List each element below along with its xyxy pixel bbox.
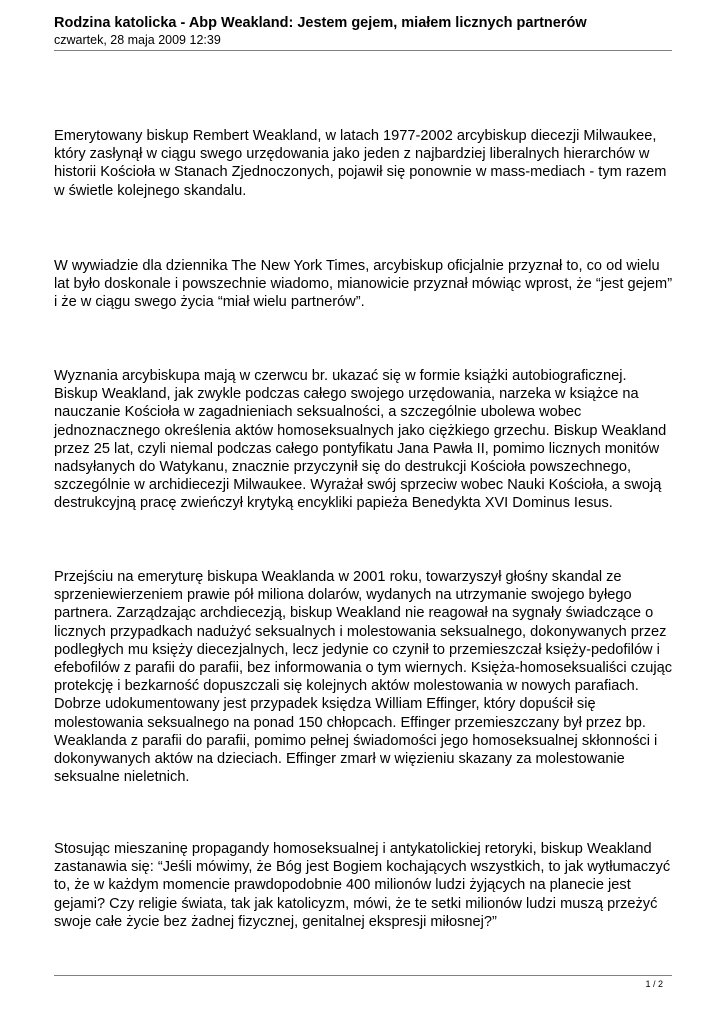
article-date: czwartek, 28 maja 2009 12:39	[54, 33, 221, 47]
document-header	[54, 14, 674, 48]
footer-divider	[54, 975, 672, 976]
header-divider	[54, 50, 672, 51]
page-number: 1 / 2	[645, 979, 663, 989]
paragraph-4: Przejściu na emeryturę biskupa Weaklanda w 2001 roku, towarzyszył głośny skandal ze sprzeniewierzeniem prawie pół miliona dolarów, wydanych na utrzymanie swojego byłego partnera. Zarządzając archdiecezją, biskup Weakland nie reagował na sygnały świadczące o licznych przypadkach nadużyć seksualnych i molestowania seksualnego, dokonywanych przez podległych mu księży diecezjalnych, lecz jedynie co czynił to przemieszczał księży-pedofilów i efebofilów z parafii do parafii, bez informowania o tym wiernych. Księża-homoseksualiści czując protekcję i bezkarność dopuszczali się kolejnych aktów molestowania w nowych parafiach. Dobrze udokumentowany jest przypadek księdza William Effinger, który dopuścił się molestowania seksualnego na ponad 150 chłopcach. Effinger przemieszczany był przez bp. Weaklanda z parafii do parafii, pomimo pełnej świadomości jego homoseksualnej skłonności i dokonywanych aktów na dzieciach. Effinger zmarł w więzieniu skazany za molestowanie seksualne nieletnich.	[54, 569, 673, 786]
paragraph-1: Emerytowany biskup Rembert Weakland, w latach 1977-2002 arcybiskup diecezji Milwaukee, który zasłynął w ciągu swego urzędowania jako jeden z najbardziej liberalnych hierarchów w historii Kościoła w Stanach Zjednoczonych, pojawił się ponownie w mass-mediach - tym razem w świetle kolejnego skandalu.	[54, 128, 667, 199]
article-title: Rodzina katolicka - Abp Weakland: Jestem gejem, miałem licznych partnerów	[54, 15, 587, 31]
paragraph-3: Wyznania arcybiskupa mają w czerwcu br. ukazać się w formie książki autobiograficznej. Biskup Weakland, jak zwykle podczas całego swojego urzędowania, narzeka w książce na nauczanie Kościoła w zagadnieniach seksualności, a szczególnie ubolewa wobec jednoznacznego określenia aktów homoseksualnych jako ciężkiego grzechu. Biskup Weakland przez 25 lat, czyli niemal podczas całego pontyfikatu Jana Pawła II, pomimo licznych monitów nadsyłanych do Watykanu, znacznie przyczynił się do destrukcji Kościoła powszechnego, szczególnie w archidiecezji Milwaukee. Wyrażał swój sprzeciw wobec Nauki Kościoła, a swoją destrukcyjną pracę zwieńczył krytyką encykliki papieża Benedykta XVI Dominus Iesus.	[54, 368, 667, 512]
paragraph-5: Stosując mieszaninę propagandy homoseksualnej i antykatolickiej retoryki, biskup Weakland zastanawia się: “Jeśli mówimy, że Bóg jest Bogiem kochających wszystkich, to jak wytłumaczyć to, że w każdym momencie prawdopodobnie 400 milionów ludzi żyjących na planecie jest gejami? Czy religie świata, tak jak katolicyzm, mówi, że te setki milionów ludzi muszą przeżyć swoje całe życie bez żadnej fizycznej, genitalnej ekspresji miłosnej?”	[54, 841, 671, 930]
paragraph-2: W wywiadzie dla dziennika The New York Times, arcybiskup oficjalnie przyznał to, co od wielu lat było doskonale i powszechnie wiadomo, mianowicie przyznał mówiąc wprost, że “jest gejem” i że w ciągu swego życia “miał wielu partnerów”.	[54, 258, 673, 311]
